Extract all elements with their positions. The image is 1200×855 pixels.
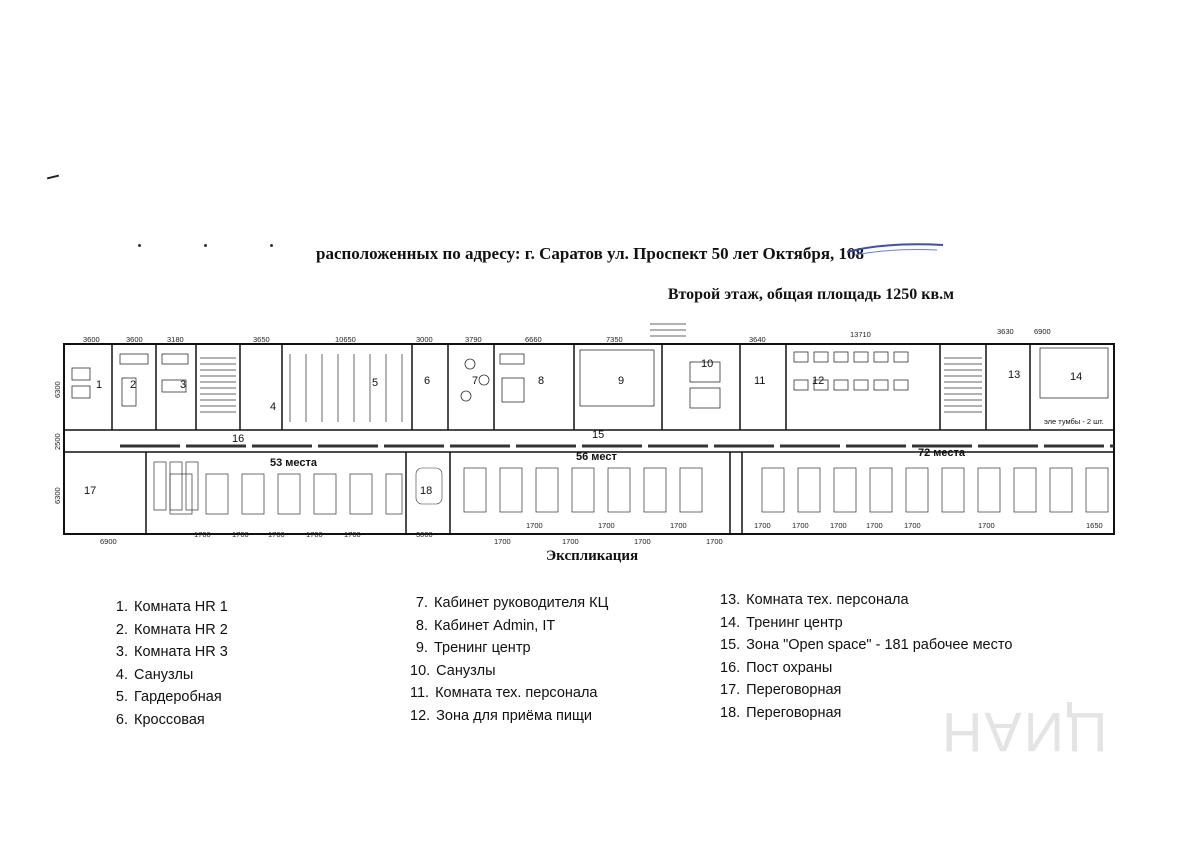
svg-text:12: 12 [812, 375, 825, 387]
explication-column-2 [410, 592, 608, 728]
svg-text:1700: 1700 [706, 537, 723, 546]
svg-text:6: 6 [424, 375, 431, 387]
svg-text:3640: 3640 [749, 335, 766, 344]
svg-text:5: 5 [372, 377, 379, 389]
open-space-desks [154, 462, 1108, 514]
svg-text:1700: 1700 [194, 530, 211, 539]
legend-item: 12. Зона для приёма пищи [410, 707, 593, 724]
capacity-label-72: 72 места [918, 447, 966, 459]
outer-wall [64, 344, 1114, 534]
svg-text:6660: 6660 [525, 335, 542, 344]
svg-text:1700: 1700 [634, 537, 651, 546]
svg-text:1700: 1700 [526, 521, 543, 530]
legend-item: 16. Пост охраны [720, 659, 833, 676]
legend-item: 17. Переговорная [720, 682, 842, 699]
svg-text:3180: 3180 [167, 335, 184, 344]
svg-text:10: 10 [701, 358, 714, 370]
scan-dot [204, 244, 207, 247]
legend-item: 15. Зона "Open space" - 181 рабочее место [720, 637, 1013, 654]
office-furniture [72, 348, 1108, 408]
legend-item: 18. Переговорная [720, 704, 842, 721]
legend-item: 7. Кабинет руководителя КЦ [415, 595, 609, 611]
svg-text:15: 15 [592, 429, 605, 441]
svg-text:1700: 1700 [978, 521, 995, 530]
svg-text:3600: 3600 [126, 335, 143, 344]
svg-text:3: 3 [180, 379, 187, 391]
legend-item: 8. Кабинет Admin, IT [415, 617, 556, 634]
room-numbers [84, 358, 1082, 497]
svg-text:13: 13 [1008, 369, 1021, 381]
svg-text:1700: 1700 [268, 530, 285, 539]
svg-text:16: 16 [232, 433, 245, 445]
left-dimensions [53, 381, 62, 504]
svg-text:1: 1 [96, 379, 103, 391]
svg-text:2: 2 [130, 379, 137, 391]
svg-text:1700: 1700 [754, 521, 771, 530]
svg-text:1700: 1700 [562, 537, 579, 546]
svg-text:1700: 1700 [792, 521, 809, 530]
svg-text:7350: 7350 [606, 335, 623, 344]
legend-item: 2. Комната HR 2 [115, 621, 228, 638]
svg-text:3650: 3650 [253, 335, 270, 344]
svg-text:3630: 3630 [997, 327, 1014, 336]
explication-column-1 [110, 596, 228, 732]
svg-text:7: 7 [472, 375, 479, 387]
top-dimensions [83, 327, 1051, 344]
svg-text:6300: 6300 [53, 487, 62, 504]
legend-item: 5. Гардеробная [115, 689, 222, 706]
scan-dot [138, 244, 141, 247]
explication-title: Экспликация [546, 548, 639, 564]
svg-text:6900: 6900 [100, 537, 117, 546]
address-line: расположенных по адресу: г. Саратов ул. Проспект 50 лет Октября, 108 [316, 244, 865, 263]
svg-text:13710: 13710 [850, 330, 871, 339]
legend-item: 3. Комната HR 3 [115, 644, 228, 661]
svg-text:11: 11 [754, 375, 766, 387]
svg-text:14: 14 [1070, 371, 1083, 383]
svg-text:1700: 1700 [232, 530, 249, 539]
svg-text:3600: 3600 [83, 335, 100, 344]
legend-item: 10. Санузлы [410, 662, 496, 679]
svg-text:1700: 1700 [494, 537, 511, 546]
svg-text:3000: 3000 [416, 335, 433, 344]
legend-item: 9. Тренинг центр [415, 640, 531, 657]
svg-text:8: 8 [538, 375, 545, 387]
svg-text:9: 9 [618, 375, 625, 387]
svg-text:6300: 6300 [53, 381, 62, 398]
legend-item: 1. Комната HR 1 [115, 599, 228, 615]
svg-text:1700: 1700 [866, 521, 883, 530]
svg-text:17: 17 [84, 485, 97, 497]
scan-dot [270, 244, 273, 247]
cabinet-note: эле тумбы - 2 шт. [1044, 417, 1104, 426]
svg-text:1700: 1700 [670, 521, 687, 530]
svg-text:18: 18 [420, 485, 433, 497]
watermark: ЦИАН [940, 701, 1108, 764]
svg-text:3790: 3790 [465, 335, 482, 344]
svg-text:6900: 6900 [1034, 327, 1051, 336]
svg-text:1700: 1700 [830, 521, 847, 530]
svg-text:1700: 1700 [598, 521, 615, 530]
svg-text:3000: 3000 [416, 530, 433, 539]
scan-mark [47, 175, 59, 180]
svg-text:1700: 1700 [904, 521, 921, 530]
svg-text:1650: 1650 [1086, 521, 1103, 530]
legend-item: 11. Комната тех. персонала [410, 685, 598, 702]
svg-text:10650: 10650 [335, 335, 356, 344]
legend-item: 13. Комната тех. персонала [720, 592, 909, 608]
legend-item: 4. Санузлы [115, 666, 194, 683]
svg-text:1700: 1700 [306, 530, 323, 539]
capacity-label-56: 56 мест [576, 451, 617, 463]
legend-item: 14. Тренинг центр [720, 614, 843, 631]
svg-text:1700: 1700 [344, 530, 361, 539]
svg-text:4: 4 [270, 401, 277, 413]
legend-item: 6. Кроссовая [115, 711, 205, 728]
svg-text:2500: 2500 [53, 433, 62, 450]
floor-area-title: Второй этаж, общая площадь 1250 кв.м [667, 286, 954, 303]
floor-plan [50, 318, 1150, 546]
wardrobe-racks [290, 354, 402, 422]
blue-stamp-mark [845, 236, 945, 258]
capacity-label-53: 53 места [270, 457, 318, 469]
